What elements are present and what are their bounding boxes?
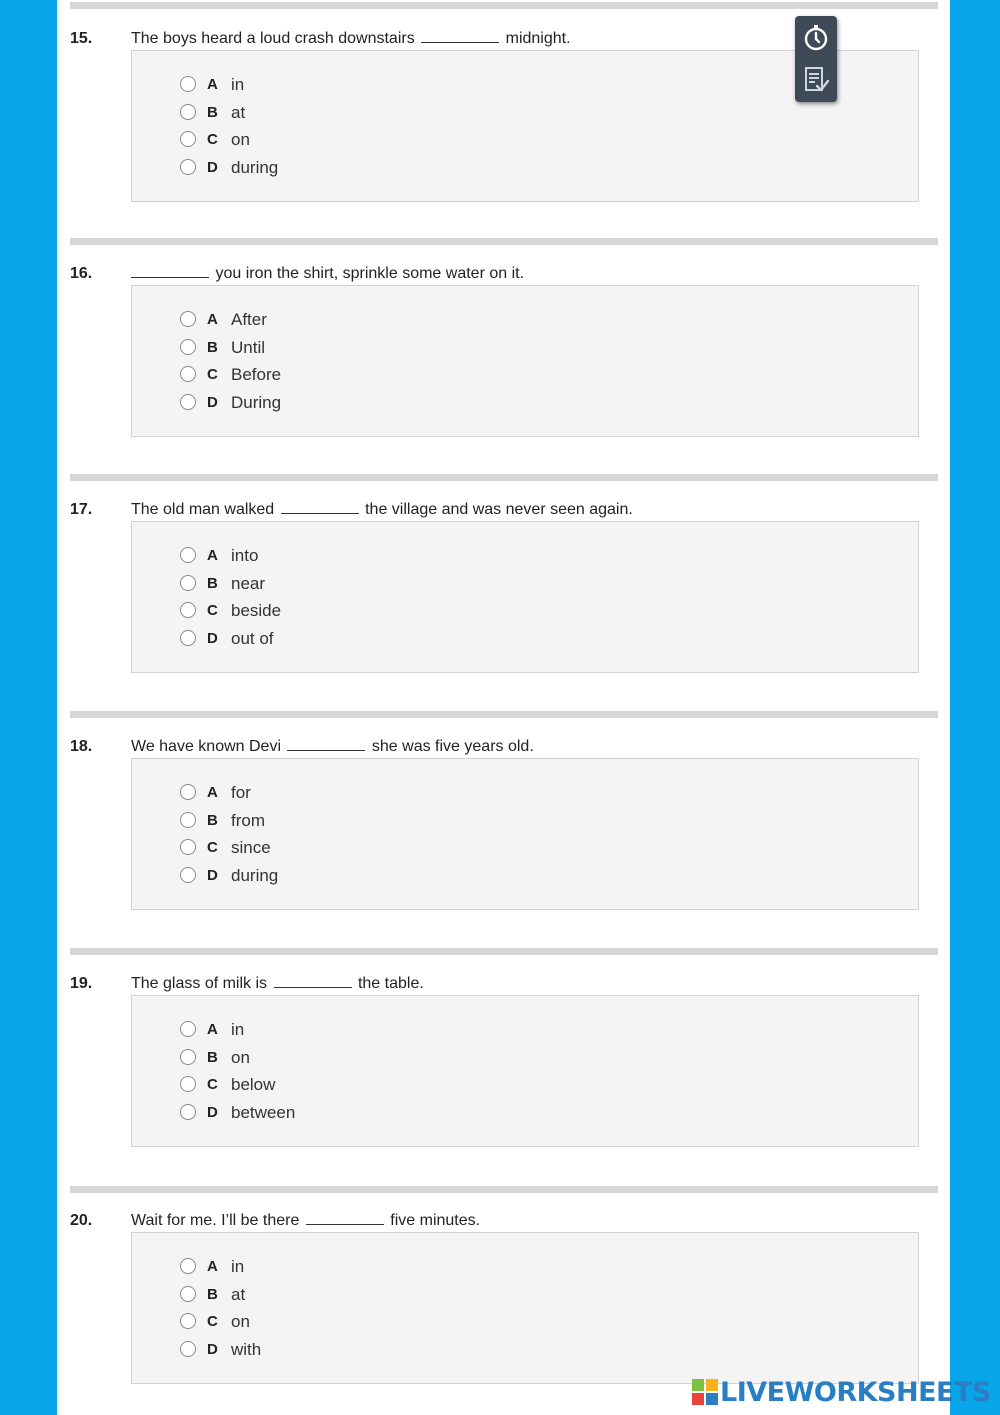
radio-button[interactable] (180, 575, 196, 591)
question-text: The boys heard a loud crash downstairs midnight. (131, 30, 571, 47)
radio-button[interactable] (180, 1104, 196, 1120)
answer-options-box: A in B at C on D during (131, 50, 919, 202)
question-separator (70, 238, 938, 245)
floating-toolbar (795, 16, 837, 102)
question-number: 17. (70, 501, 93, 518)
question-separator (70, 1186, 938, 1193)
answer-blank (274, 973, 352, 988)
question-prompt (70, 971, 930, 997)
radio-button[interactable] (180, 547, 196, 563)
radio-button[interactable] (180, 602, 196, 618)
radio-button[interactable] (180, 1258, 196, 1274)
right-blue-border (950, 0, 1000, 1415)
question-number: 19. (70, 975, 93, 992)
radio-button[interactable] (180, 1076, 196, 1092)
check-answers-icon[interactable] (800, 64, 832, 96)
question-text: you iron the shirt, sprinkle some water on it. (131, 261, 524, 287)
liveworksheets-logo-mark-icon (692, 1379, 718, 1405)
answer-blank (281, 499, 359, 514)
question-17 (70, 497, 930, 648)
answer-blank (306, 1210, 384, 1225)
question-prompt (70, 261, 930, 287)
question-text: The glass of milk is the table. (131, 975, 424, 992)
left-blue-border (0, 0, 57, 1415)
question-number: 16. (70, 265, 93, 282)
question-19 (70, 971, 930, 1122)
stopwatch-icon[interactable] (800, 21, 832, 53)
question-text: We have known Devi she was five years old. (131, 738, 534, 755)
answer-options-box: A into B near C beside D out of (131, 521, 919, 673)
answer-options-box: A for B from C since D during (131, 758, 919, 910)
radio-button[interactable] (180, 394, 196, 410)
radio-button[interactable] (180, 1341, 196, 1357)
question-16 (70, 261, 930, 412)
radio-button[interactable] (180, 1049, 196, 1065)
answer-blank (421, 28, 499, 43)
question-prompt (70, 1208, 930, 1234)
radio-button[interactable] (180, 784, 196, 800)
question-prompt (70, 497, 930, 523)
radio-button[interactable] (180, 1021, 196, 1037)
radio-button[interactable] (180, 1313, 196, 1329)
radio-button[interactable] (180, 839, 196, 855)
radio-button[interactable] (180, 339, 196, 355)
question-18 (70, 734, 930, 885)
radio-button[interactable] (180, 76, 196, 92)
radio-button[interactable] (180, 104, 196, 120)
question-separator (70, 474, 938, 481)
radio-button[interactable] (180, 366, 196, 382)
answer-blank (131, 263, 209, 278)
radio-button[interactable] (180, 812, 196, 828)
radio-button[interactable] (180, 131, 196, 147)
radio-button[interactable] (180, 1286, 196, 1302)
question-separator (70, 711, 938, 718)
radio-button[interactable] (180, 311, 196, 327)
answer-options-box: A in B at C on D with (131, 1232, 919, 1384)
liveworksheets-logo (692, 1375, 991, 1409)
brand-name: LIVEWORKSHEETS (720, 1376, 991, 1408)
radio-button[interactable] (180, 630, 196, 646)
answer-blank (287, 736, 365, 751)
question-text: Wait for me. I’ll be there five minutes. (131, 1212, 481, 1229)
question-prompt (70, 734, 930, 760)
question-text: The old man walked the village and was never seen again. (131, 501, 633, 518)
question-number: 15. (70, 30, 93, 47)
question-separator (70, 948, 938, 955)
answer-options-box: A in B on C below D between (131, 995, 919, 1147)
radio-button[interactable] (180, 159, 196, 175)
question-number: 18. (70, 738, 93, 755)
question-20 (70, 1208, 930, 1359)
question-number: 20. (70, 1212, 93, 1229)
radio-button[interactable] (180, 867, 196, 883)
answer-options-box: A After B Until C Before D During (131, 285, 919, 437)
question-separator (70, 2, 938, 9)
